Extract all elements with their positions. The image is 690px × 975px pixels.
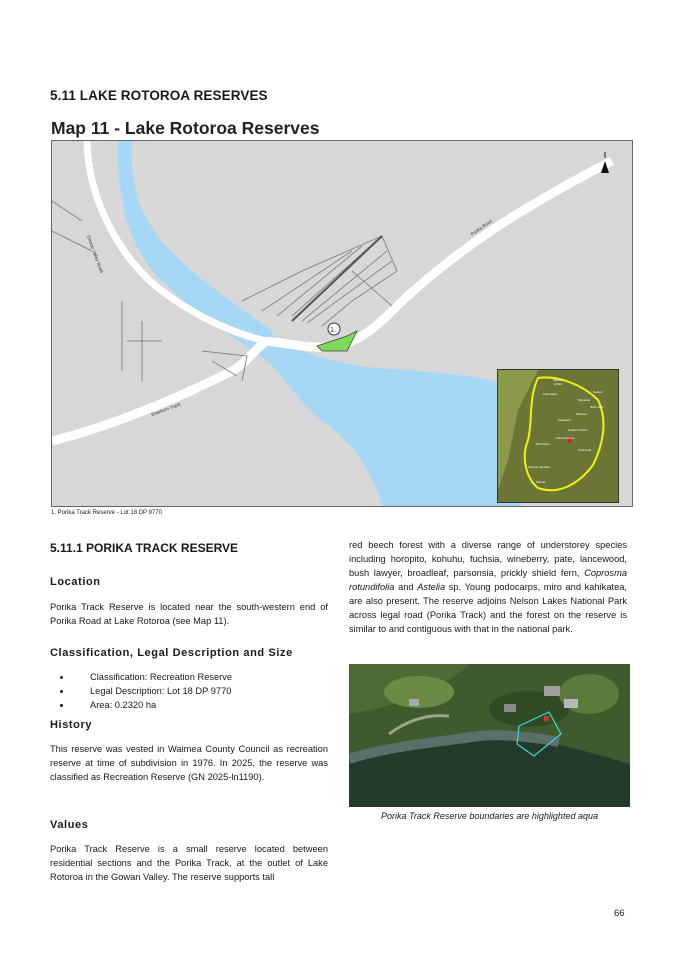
history-block	[50, 719, 328, 731]
photo-caption: Porika Track Reserve boundaries are highlighted aqua	[381, 811, 598, 821]
classification-block	[50, 647, 328, 659]
page-number: 66	[614, 908, 625, 919]
road-label-porika: Porika Road	[469, 218, 493, 237]
section-title: 5.11 LAKE ROTOROA RESERVES	[50, 88, 268, 103]
values-text-block	[50, 842, 328, 884]
road-label-gowan: Gowan Valley Road	[86, 234, 105, 274]
history-text-block	[50, 742, 328, 784]
right-column-text-block	[349, 538, 627, 636]
classification-list-block	[50, 670, 328, 712]
map-title: Map 11 - Lake Rotoroa Reserves	[51, 118, 320, 138]
classification-heading: Classification, Legal Description and Size	[50, 647, 293, 659]
location-text: Porika Track Reserve is located near the south-western end of Porika Road at Lake Rotoroa (see Map 11).	[50, 602, 328, 626]
aerial-photo	[349, 664, 630, 807]
values-heading: Values	[50, 819, 89, 831]
values-block	[50, 819, 328, 831]
history-text: This reserve was vested in Waimea County Council as recreation reserve at time of subdivision in 1976. In 2025, the reserve was classified as Recreation Reserve (GN 2025-ln1190).	[50, 744, 328, 782]
right-column-text: red beech forest with a diverse range of understorey species including horopito, kohuhu, fuchsia, wineberry, pate, lancewood, bush lawyer, broadleaf, parsonsia, prickly shield fern, Coprosma rotundifolia and Astelia sp. Young podocarps, miro and kahikatea, are also present. The reserve adjoins Nelson Lakes National Park across legal road (Porika Track) and the forest on the reserve is similar to and contiguous with that in the national park.	[349, 540, 627, 634]
subsection-title	[50, 541, 328, 555]
list-item: • Area: 0.2320 ha	[72, 698, 328, 712]
values-text: Porika Track Reserve is a small reserve located between residential sections and the Porika Track, at the outlet of Lake Rotoroa in the Gowan Valley. The reserve supports tall	[50, 844, 328, 882]
road-label-braeburn: Braeburn Track	[150, 401, 182, 417]
location-block	[50, 576, 328, 588]
map-figure	[51, 140, 633, 507]
location-heading: Location	[50, 576, 101, 588]
history-heading: History	[50, 719, 93, 731]
map-caption: 1. Porika Track Reserve - Lot 18 DP 9770	[51, 510, 162, 516]
subsection-heading: 5.11.1 PORIKA TRACK RESERVE	[50, 541, 239, 555]
list-item: • Classification: Recreation Reserve	[72, 670, 328, 684]
classification-list	[50, 670, 328, 712]
location-text-block	[50, 600, 328, 628]
reserve-marker-label: 1.	[330, 327, 336, 334]
list-item: • Legal Description: Lot 18 DP 9770	[72, 684, 328, 698]
inset-locator-map: Mount Arthur Kahurangi Motueka Nelson Richmond Waimea Tapawera Golden Downs St Arnaud Murchison Lake Rotoroa Springs Junction Maruia	[497, 369, 619, 503]
